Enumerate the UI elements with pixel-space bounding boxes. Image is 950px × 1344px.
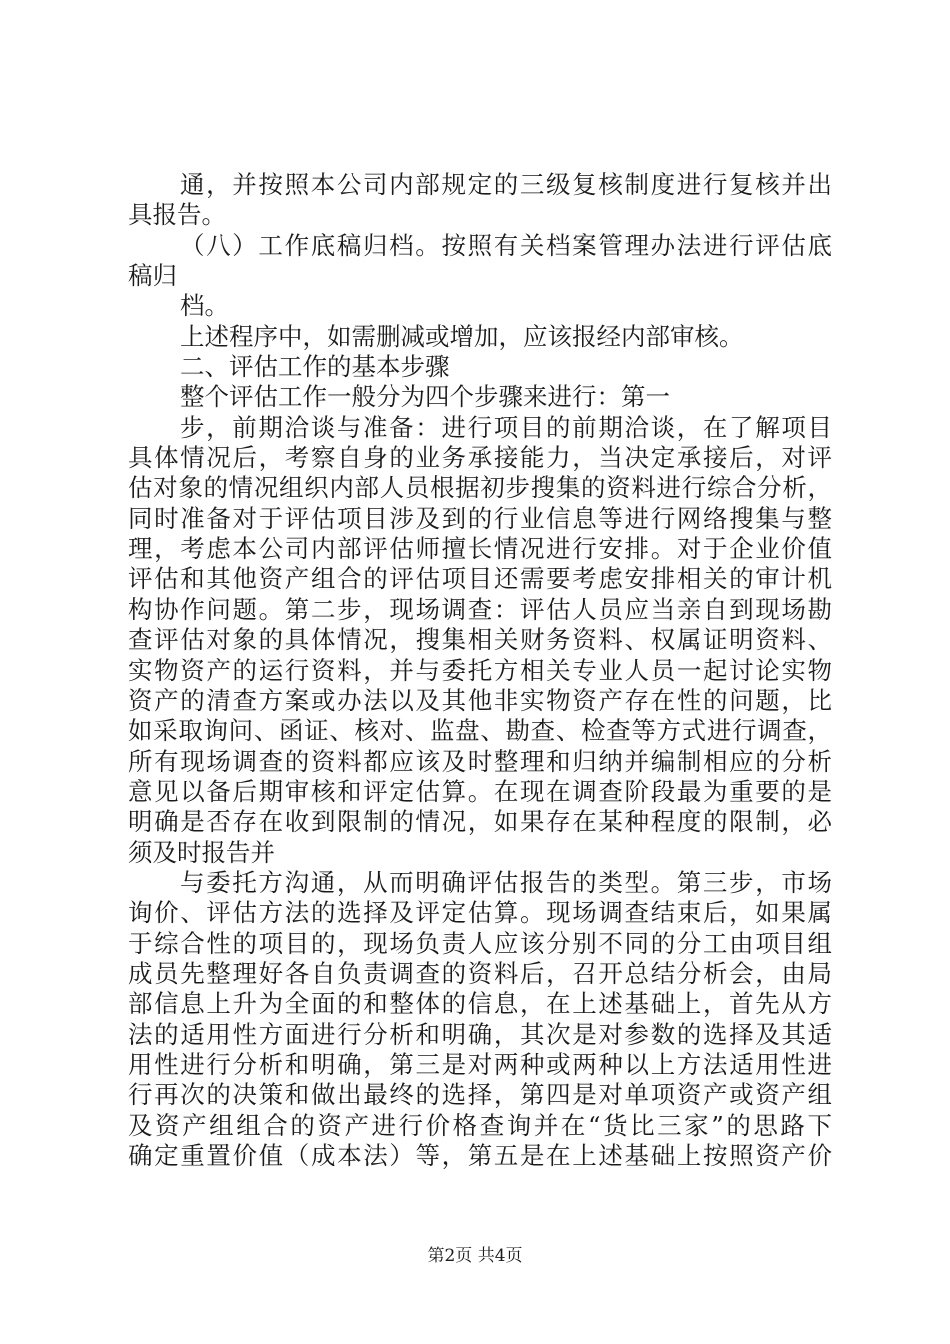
text-line: （八）工作底稿归档。按照有关档案管理办法进行评估底: [180, 230, 832, 260]
text-line: 稿归: [128, 261, 177, 291]
page-footer: 第2页 共4页: [427, 1246, 523, 1266]
text-line: 步，前期洽谈与准备：进行项目的前期洽谈，在了解项目: [180, 412, 832, 442]
text-line: 理，考虑本公司内部评估师擅长情况进行安排。对于企业价值: [128, 534, 832, 564]
text-line: 整个评估工作一般分为四个步骤来进行：第一: [180, 382, 670, 412]
text-line: 构协作问题。第二步，现场调查：评估人员应当亲自到现场勘: [128, 594, 832, 624]
text-line: 须及时报告并: [128, 837, 275, 867]
text-line: 明确是否存在收到限制的情况，如果存在某种程度的限制，必: [128, 807, 832, 837]
text-line: 用性进行分析和明确，第三是对两种或两种以上方法适用性进: [128, 1049, 832, 1079]
text-line: 档。: [180, 291, 229, 321]
text-line: 确定重置价值（成本法）等，第五是在上述基础上按照资产价: [128, 1141, 832, 1170]
text-line: 所有现场调查的资料都应该及时整理和归纳并编制相应的分析: [128, 746, 832, 776]
text-line: 实物资产的运行资料，并与委托方相关专业人员一起讨论实物: [128, 655, 832, 685]
text-line: 上述程序中，如需删减或增加，应该报经内部审核。: [180, 321, 744, 351]
text-line: 部信息上升为全面的和整体的信息，在上述基础上，首先从方: [128, 989, 832, 1019]
text-line: 法的适用性方面进行分析和明确，其次是对参数的选择及其适: [128, 1019, 832, 1049]
text-line: 如采取询问、函证、核对、监盘、勘查、检查等方式进行调查，: [128, 716, 832, 746]
text-line: 与委托方沟通，从而明确评估报告的类型。第三步，市场: [180, 867, 832, 897]
document-body: [128, 170, 832, 1171]
text-line: 具报告。: [128, 200, 226, 230]
text-line: 同时准备对于评估项目涉及到的行业信息等进行网络搜集与整: [128, 503, 832, 533]
text-line: 资产的清查方案或办法以及其他非实物资产存在性的问题，比: [128, 685, 832, 715]
text-line: 估对象的情况组织内部人员根据初步搜集的资料进行综合分析，: [128, 473, 832, 503]
text-line: 二、评估工作的基本步骤: [180, 352, 450, 382]
text-line: 评估和其他资产组合的评估项目还需要考虑安排相关的审计机: [128, 564, 832, 594]
text-line: 成员先整理好各自负责调查的资料后，召开总结分析会，由局: [128, 958, 832, 988]
text-line: 查评估对象的具体情况，搜集相关财务资料、权属证明资料、: [128, 625, 832, 655]
text-line: 行再次的决策和做出最终的选择，第四是对单项资产或资产组: [128, 1080, 832, 1110]
text-line: 具体情况后，考察自身的业务承接能力，当决定承接后，对评: [128, 443, 832, 473]
text-line: 询价、评估方法的选择及评定估算。现场调查结束后，如果属: [128, 898, 832, 928]
text-line: 意见以备后期审核和评定估算。在现在调查阶段最为重要的是: [128, 776, 832, 806]
text-line: 及资产组组合的资产进行价格查询并在“货比三家”的思路下: [128, 1110, 832, 1140]
text-line: 通，并按照本公司内部规定的三级复核制度进行复核并出: [180, 170, 832, 199]
text-line: 于综合性的项目的，现场负责人应该分别不同的分工由项目组: [128, 928, 832, 958]
